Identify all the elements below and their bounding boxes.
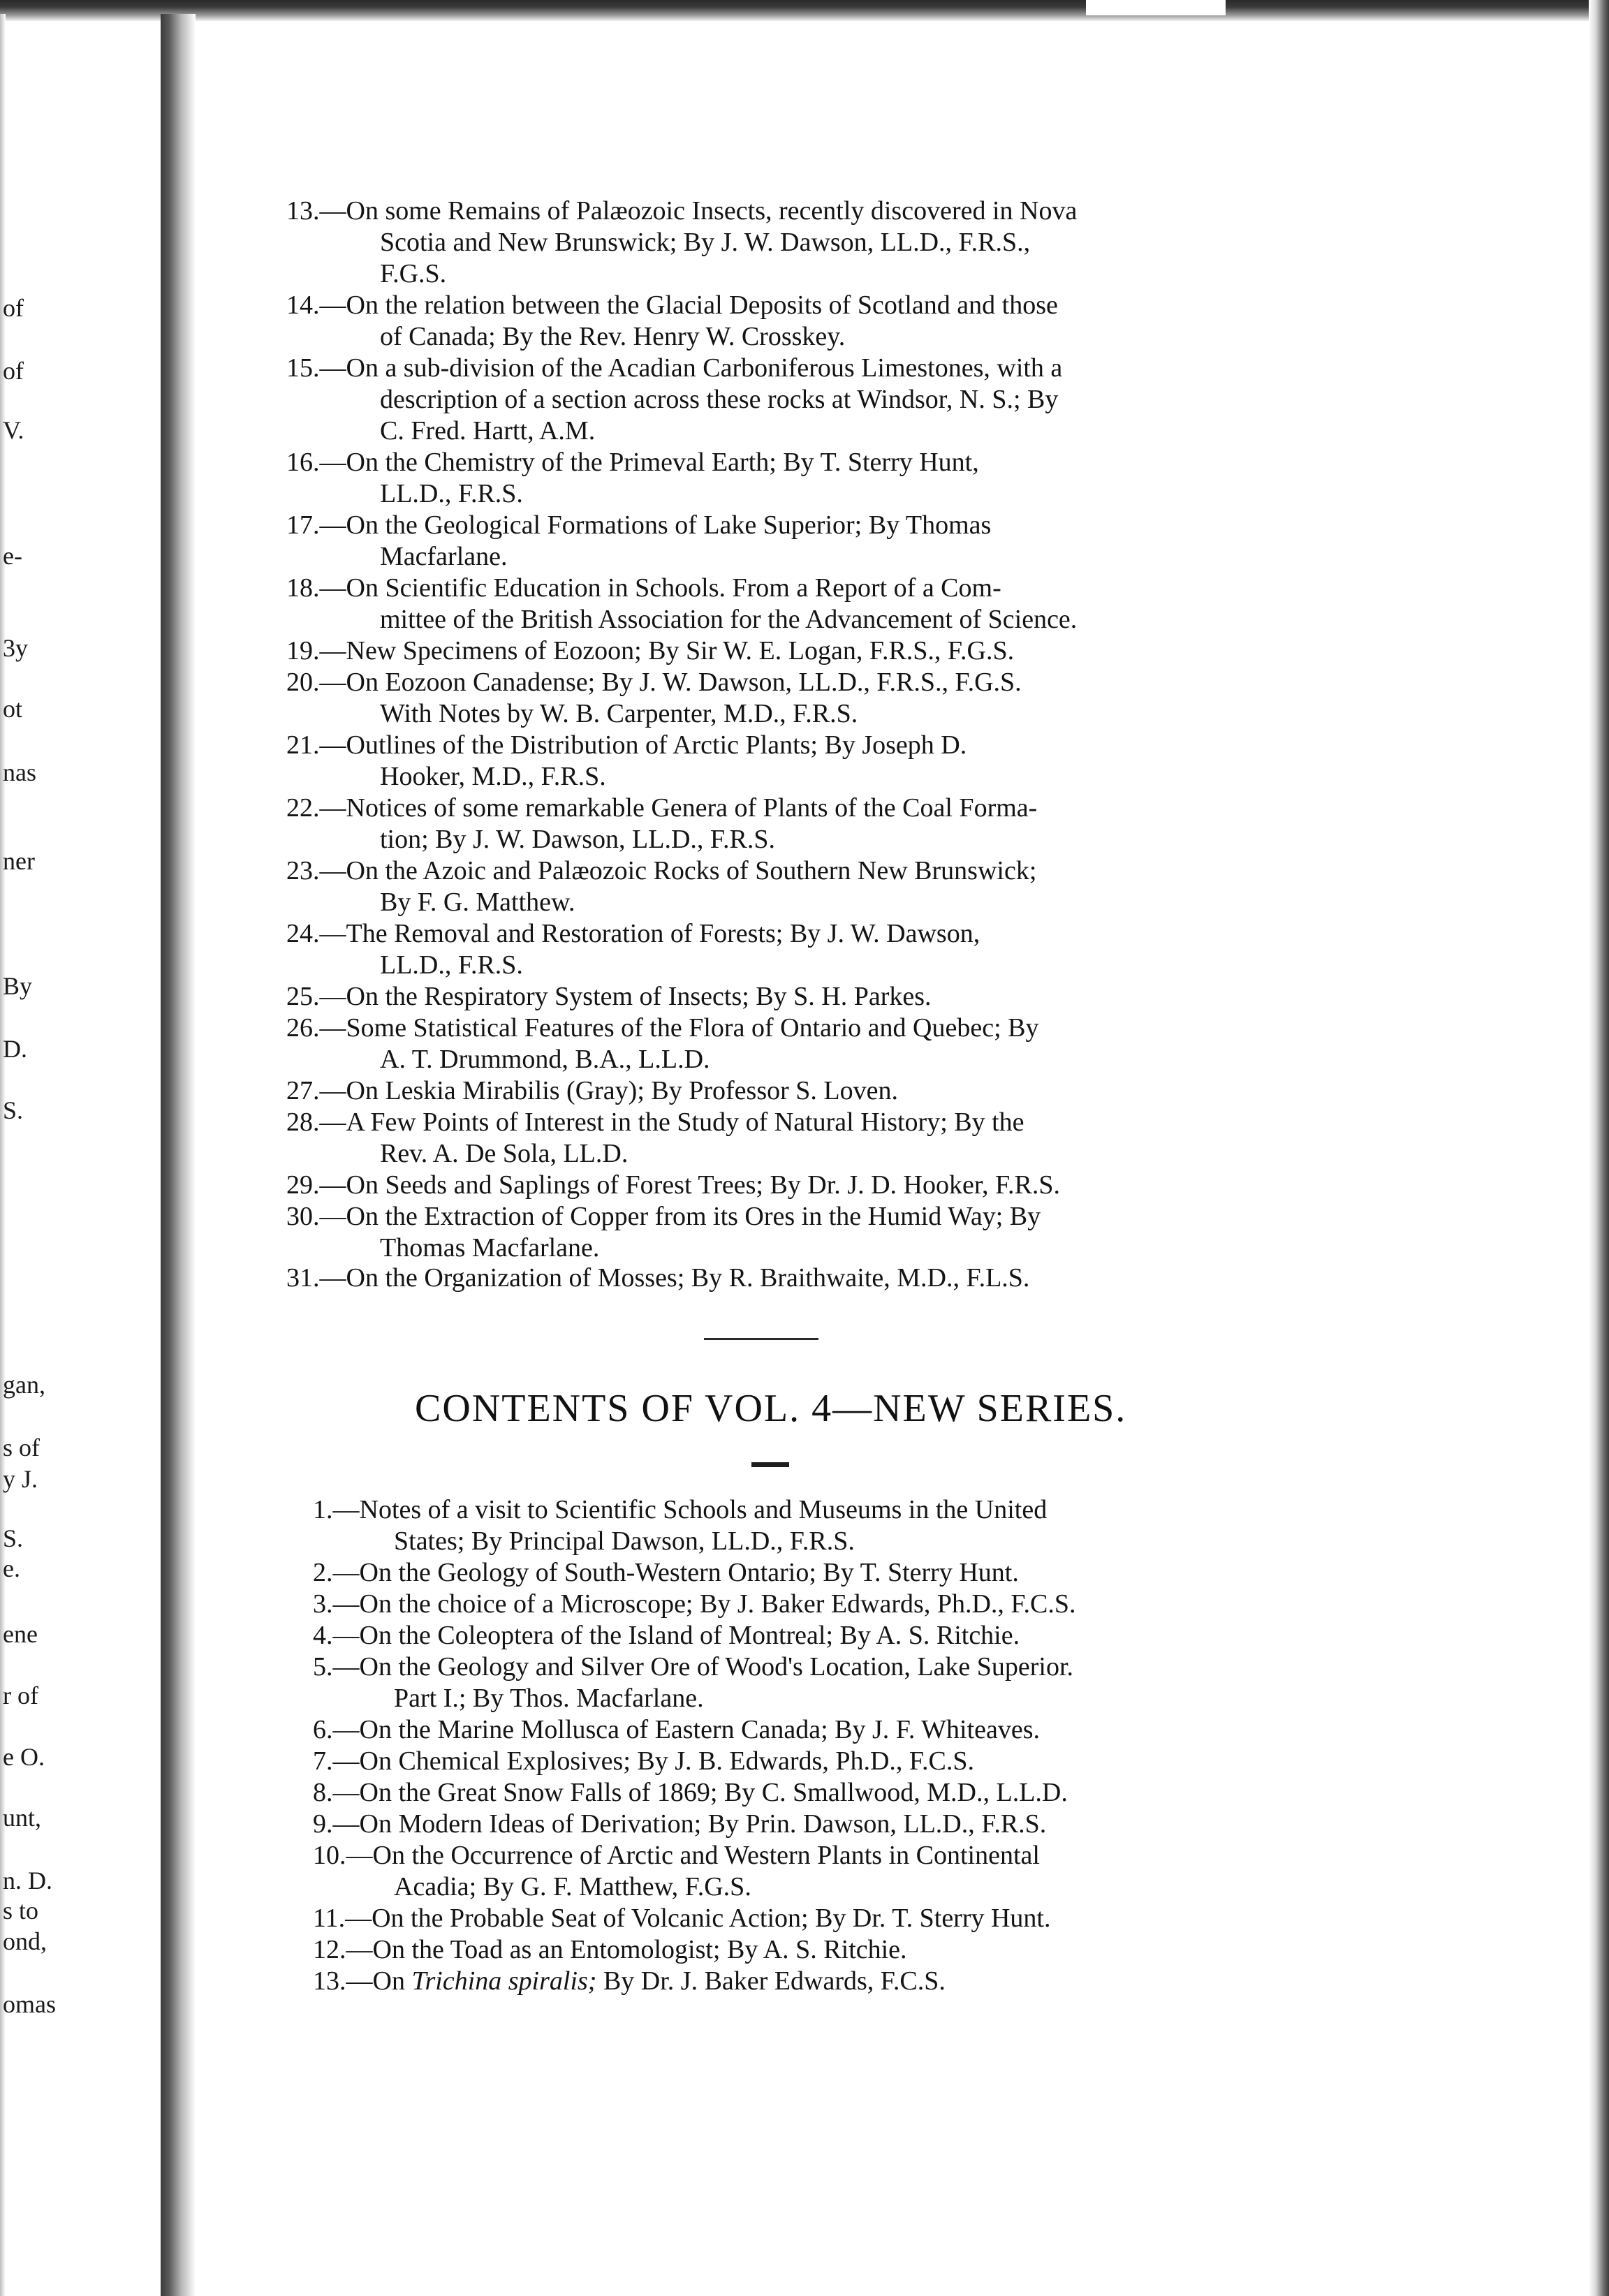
contents-entry <box>313 1903 1051 1934</box>
scan-top-border <box>0 0 1609 21</box>
entry-number: 3. <box>313 1589 333 1619</box>
entry-title-line: —Notes of a visit to Scientific Schools and Museums in the United <box>332 1495 1048 1524</box>
entry-number: 14. <box>286 290 320 320</box>
contents-entry <box>313 1651 1073 1714</box>
left-fragment: D. <box>3 1035 27 1063</box>
entry-number: 22. <box>286 793 320 823</box>
entry-title-line: —On the Azoic and Palæozoic Rocks of Southern New Brunswick; <box>319 856 1037 885</box>
entry-title-line: —On the Geology and Silver Ore of Wood's Location, Lake Superior. <box>332 1652 1074 1681</box>
entry-title-line: By F. G. Matthew. <box>380 888 575 917</box>
entry-title-line: —On Chemical Explosives; By J. B. Edwards, Ph.D., F.C.S. <box>332 1746 974 1776</box>
entry-number: 4. <box>313 1621 333 1650</box>
entry-number: 13. <box>286 196 320 226</box>
entry-number: 17. <box>286 510 320 540</box>
entry-number: 26. <box>286 1013 320 1043</box>
contents-entry <box>286 447 979 510</box>
entry-number: 25. <box>286 982 320 1011</box>
contents-entry <box>313 1934 907 1966</box>
entry-title-line: description of a section across these rocks at Windsor, N. S.; By <box>380 385 1059 414</box>
entry-number: 7. <box>313 1746 333 1776</box>
entry-number: 19. <box>286 636 320 665</box>
entry-title-line: —The Removal and Restoration of Forests; By J. W. Dawson, <box>319 919 980 948</box>
left-fragment: of <box>3 357 24 385</box>
left-fragment: ene <box>3 1620 38 1648</box>
contents-entry <box>286 290 1058 353</box>
heading-dash <box>751 1462 789 1467</box>
entry-number: 6. <box>313 1715 333 1744</box>
entry-title-line: Scotia and New Brunswick; By J. W. Dawson, LL.D., F.R.S., <box>380 228 1031 257</box>
left-fragment: unt, <box>3 1804 42 1832</box>
contents-entry <box>286 730 967 793</box>
entry-number: 5. <box>313 1652 333 1681</box>
entry-number: 20. <box>286 668 320 697</box>
entry-title-line: —On the Geological Formations of Lake Superior; By Thomas <box>319 510 992 540</box>
contents-entry <box>286 1170 1060 1201</box>
entry-title-line: By Dr. J. Baker Edwards, F.C.S. <box>596 1966 946 1996</box>
contents-entry <box>313 1620 1020 1651</box>
contents-entry <box>313 1840 1040 1903</box>
entry-number: 29. <box>286 1170 320 1200</box>
entry-number: 1. <box>313 1495 333 1524</box>
left-fragment: ond, <box>3 1927 47 1955</box>
entry-number: 31. <box>286 1263 320 1293</box>
contents-entry <box>313 1589 1075 1620</box>
contents-entry <box>286 918 980 981</box>
contents-entry <box>286 667 1022 730</box>
entry-title-line: —Outlines of the Distribution of Arctic Plants; By Joseph D. <box>319 730 967 760</box>
entry-title-line: —On <box>346 1966 412 1996</box>
scan-top-gap <box>1086 0 1226 15</box>
vol4-contents-heading: CONTENTS OF VOL. 4—NEW SERIES. <box>415 1387 1127 1430</box>
contents-entry <box>286 1013 1039 1075</box>
left-fragment: n. D. <box>3 1867 52 1894</box>
contents-entry <box>286 1075 898 1107</box>
left-fragment: S. <box>3 1096 24 1124</box>
entry-title-line: —On the choice of a Microscope; By J. Baker Edwards, Ph.D., F.C.S. <box>332 1589 1076 1619</box>
left-fragment: gan, <box>3 1371 45 1399</box>
entry-title-line: —On the Great Snow Falls of 1869; By C. Smallwood, M.D., L.L.D. <box>332 1778 1068 1807</box>
entry-title-line: Part I.; By Thos. Macfarlane. <box>394 1684 704 1713</box>
contents-entry <box>286 635 1014 667</box>
contents-entry <box>313 1809 1046 1840</box>
entry-number: 23. <box>286 856 320 885</box>
entry-title-line: —On Seeds and Saplings of Forest Trees; By Dr. J. D. Hooker, F.R.S. <box>319 1170 1061 1200</box>
entry-title-line: —On a sub-division of the Acadian Carboniferous Limestones, with a <box>319 353 1063 383</box>
left-fragment: S. <box>3 1524 24 1552</box>
entry-number: 18. <box>286 573 320 603</box>
contents-entry <box>313 1777 1068 1809</box>
left-fragment: By <box>3 972 33 1000</box>
entry-title-line: —On the Geology of South-Western Ontario; By T. Sterry Hunt. <box>332 1558 1019 1587</box>
entry-title-line: —On Leskia Mirabilis (Gray); By Professor S. Loven. <box>319 1076 898 1105</box>
contents-entry <box>286 1201 1041 1264</box>
entry-number: 21. <box>286 730 320 760</box>
left-fragment: ot <box>3 695 23 723</box>
contents-entry <box>313 1494 1047 1557</box>
contents-entry <box>286 981 932 1013</box>
entry-title-line: —On the Marine Mollusca of Eastern Canada; By J. F. Whiteaves. <box>332 1715 1041 1744</box>
entry-number: 27. <box>286 1076 320 1105</box>
entry-title-line: of Canada; By the Rev. Henry W. Crosskey. <box>380 322 846 351</box>
entry-title-line: mittee of the British Association for the Advancement of Science. <box>380 605 1078 634</box>
entry-number: 13. <box>313 1966 346 1996</box>
contents-entry <box>313 1966 946 1997</box>
entry-title-line: LL.D., F.R.S. <box>380 479 523 508</box>
left-fragment: e O. <box>3 1743 45 1771</box>
contents-entry <box>286 573 1077 635</box>
section-divider-rule <box>704 1338 818 1340</box>
contents-entry <box>286 353 1062 447</box>
left-fragment: ner <box>3 847 35 875</box>
entry-title-line: —On the Probable Seat of Volcanic Action; By Dr. T. Sterry Hunt. <box>345 1904 1051 1933</box>
entry-title-line: —Notices of some remarkable Genera of Plants of the Coal Forma- <box>319 793 1038 823</box>
entry-number: 11. <box>313 1904 346 1933</box>
entry-number: 30. <box>286 1202 320 1231</box>
entry-number: 12. <box>313 1935 346 1964</box>
entry-title-line: States; By Principal Dawson, LL.D., F.R.S. <box>394 1526 855 1556</box>
entry-title-line: —On the Organization of Mosses; By R. Braithwaite, M.D., F.L.S. <box>319 1263 1030 1293</box>
page-gutter-shadow <box>161 14 196 2296</box>
entry-number: 16. <box>286 448 320 477</box>
left-fragment: 3y <box>3 634 28 662</box>
entry-title-line: —A Few Points of Interest in the Study of Natural History; By the <box>319 1107 1024 1137</box>
contents-entry <box>286 196 1077 290</box>
entry-title-line: —On Eozoon Canadense; By J. W. Dawson, LL.D., F.R.S., F.G.S. <box>319 668 1022 697</box>
entry-title-line: —New Specimens of Eozoon; By Sir W. E. Logan, F.R.S., F.G.S. <box>319 636 1015 665</box>
contents-entry <box>286 1107 1024 1170</box>
entry-number: 9. <box>313 1809 333 1839</box>
contents-entry <box>286 793 1037 855</box>
entry-title-line: Rev. A. De Sola, LL.D. <box>380 1139 629 1168</box>
entry-number: 28. <box>286 1107 320 1137</box>
entry-title-line: —On the Extraction of Copper from its Ores in the Humid Way; By <box>319 1202 1041 1231</box>
left-fragment: omas <box>3 1990 56 2018</box>
entry-title-line: —On the Toad as an Entomologist; By A. S. Ritchie. <box>346 1935 907 1964</box>
contents-entry <box>313 1746 974 1777</box>
entry-title-line: Acadia; By G. F. Matthew, F.G.S. <box>394 1872 751 1901</box>
right-page-edge <box>1589 0 1609 2296</box>
contents-entry <box>286 1263 1029 1294</box>
entry-title-line: With Notes by W. B. Carpenter, M.D., F.R.S. <box>380 699 858 728</box>
entry-number: 2. <box>313 1558 333 1587</box>
entry-number: 8. <box>313 1778 333 1807</box>
entry-title-line: —On the Occurrence of Arctic and Western Plants in Continental <box>346 1841 1040 1870</box>
entry-number: 24. <box>286 919 320 948</box>
entry-number: 15. <box>286 353 320 383</box>
entry-title-line: —On the Chemistry of the Primeval Earth; By T. Sterry Hunt, <box>319 448 979 477</box>
entry-title-line: —Some Statistical Features of the Flora of Ontario and Quebec; By <box>319 1013 1039 1043</box>
left-fragment: s of <box>3 1434 40 1462</box>
entry-title-line: Macfarlane. <box>380 542 508 571</box>
left-fragment: nas <box>3 758 36 786</box>
left-fragment: s to <box>3 1897 39 1925</box>
left-fragment: y J. <box>3 1465 38 1493</box>
entry-title-line: —On Modern Ideas of Derivation; By Prin. Dawson, LL.D., F.R.S. <box>332 1809 1047 1839</box>
entry-title-line: Thomas Macfarlane. <box>380 1233 600 1263</box>
entry-title-line: —On Scientific Education in Schools. From a Report of a Com- <box>319 573 1001 603</box>
entry-title-line: A. T. Drummond, B.A., L.L.D. <box>380 1045 710 1074</box>
entry-number: 10. <box>313 1841 346 1870</box>
entry-title-line: —On the Coleoptera of the Island of Montreal; By A. S. Ritchie. <box>332 1621 1020 1650</box>
left-fragment: e. <box>3 1554 20 1582</box>
entry-title-line: tion; By J. W. Dawson, LL.D., F.R.S. <box>380 825 775 854</box>
contents-entry <box>313 1714 1040 1746</box>
entry-title-line: Hooker, M.D., F.R.S. <box>380 762 606 791</box>
left-fragment: r of <box>3 1681 38 1709</box>
contents-entry <box>313 1557 1019 1589</box>
entry-title-line: C. Fred. Hartt, A.M. <box>380 416 596 446</box>
entry-title-italic: Trichina spiralis; <box>411 1966 597 1996</box>
entry-title-line: LL.D., F.R.S. <box>380 950 523 980</box>
left-fragment: e- <box>3 542 22 570</box>
entry-title-line: —On the relation between the Glacial Deposits of Scotland and those <box>319 290 1058 320</box>
entry-title-line: F.G.S. <box>380 259 447 288</box>
entry-title-line: —On the Respiratory System of Insects; By S. H. Parkes. <box>319 982 932 1011</box>
entry-title-line: —On some Remains of Palæozoic Insects, recently discovered in Nova <box>319 196 1078 226</box>
left-fragment: of <box>3 294 24 322</box>
contents-entry <box>286 510 991 573</box>
left-fragment: V. <box>3 416 24 444</box>
contents-entry <box>286 855 1036 918</box>
